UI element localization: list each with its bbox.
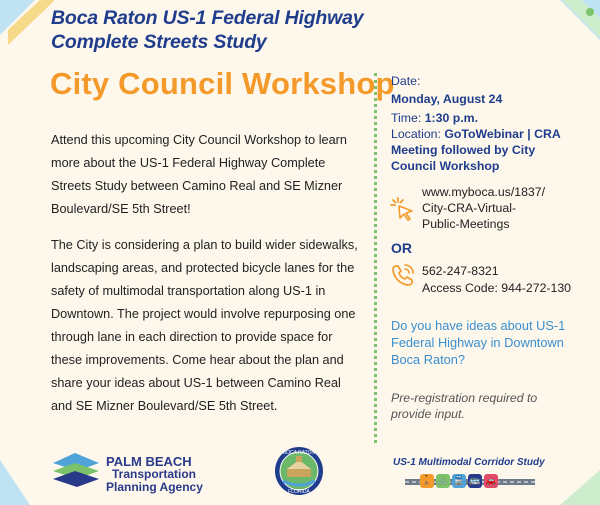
location-label: Location: — [391, 127, 445, 141]
top-right-corner-decoration — [540, 0, 600, 60]
ideas-question: Do you have ideas about US-1 Federal Highway in Downtown Boca Raton? — [391, 318, 566, 367]
pedestrian-icon: 🚶 — [421, 476, 433, 486]
location-row — [391, 126, 571, 174]
access-code: Access Code: 944-272-130 — [422, 281, 572, 295]
webinar-link[interactable] — [422, 184, 572, 232]
palm-beach-tpa-name — [106, 455, 203, 494]
study-title-line2: Complete Streets Study — [51, 31, 267, 53]
phone-icon — [390, 262, 416, 288]
date-value: Monday, August 24 — [391, 92, 503, 106]
time-label: Time: — [391, 111, 425, 125]
seal-text-top: BOCA RATON — [282, 450, 316, 456]
details-paragraph: The City is considering a plan to build wider sidewalks, landscaping areas, and protected bicycle lanes for the safety of multimodal transportation along US-1 in Downtown. The project would involve repurposing one through lane in each direction to provide space for these improvements. Come hear about the plan and share your ideas about US-1 between Camino Real and SE Mizner Boulevard/SE 5th Street. — [51, 238, 358, 413]
event-title: City Council Workshop — [50, 66, 395, 101]
org-line2: Transportation — [112, 467, 197, 481]
phone-number[interactable]: 562-247-8321 — [422, 264, 499, 278]
study-title — [51, 6, 381, 54]
bottom-left-corner-decoration — [0, 440, 40, 505]
pre-registration-note: Pre-registration required to provide input. — [391, 391, 538, 421]
location-value: GoToWebinar | CRA Meeting followed by City Council Workshop — [391, 127, 561, 173]
palm-beach-tpa-logo — [51, 449, 101, 493]
transit-icon: 🚆 — [453, 476, 465, 486]
car-icon: 🚗 — [485, 476, 497, 486]
dotted-divider — [374, 73, 377, 443]
corridor-study-title: US-1 Multimodal Corridor Study — [393, 457, 545, 468]
click-cursor-icon — [390, 196, 416, 222]
city-seal-logo — [273, 445, 325, 497]
bus-icon: 🚌 — [469, 476, 481, 486]
mode-icons — [420, 474, 498, 488]
time-value: 1:30 p.m. — [424, 111, 479, 125]
url-line1: www.myboca.us/1837/ — [422, 185, 546, 199]
or-separator: OR — [391, 240, 412, 256]
url-line2: City-CRA-Virtual- — [422, 201, 517, 215]
org-line1: PALM BEACH — [106, 454, 192, 469]
time-row — [391, 110, 478, 126]
intro-paragraph: Attend this upcoming City Council Workshop to learn more about the US-1 Federal Highway Complete Streets Study between Camino Real and SE Mizner Boulevard/SE 5th Street! — [51, 133, 347, 216]
url-line3: Public-Meetings — [422, 217, 510, 231]
seal-text-bottom: FLORIDA — [288, 489, 310, 495]
study-title-line1: Boca Raton US-1 Federal Highway — [51, 7, 364, 29]
org-line3: Planning Agency — [106, 480, 203, 494]
date-label: Date: — [391, 74, 421, 88]
bicycle-icon: 🚲 — [437, 476, 449, 486]
bottom-right-corner-decoration — [550, 470, 600, 505]
